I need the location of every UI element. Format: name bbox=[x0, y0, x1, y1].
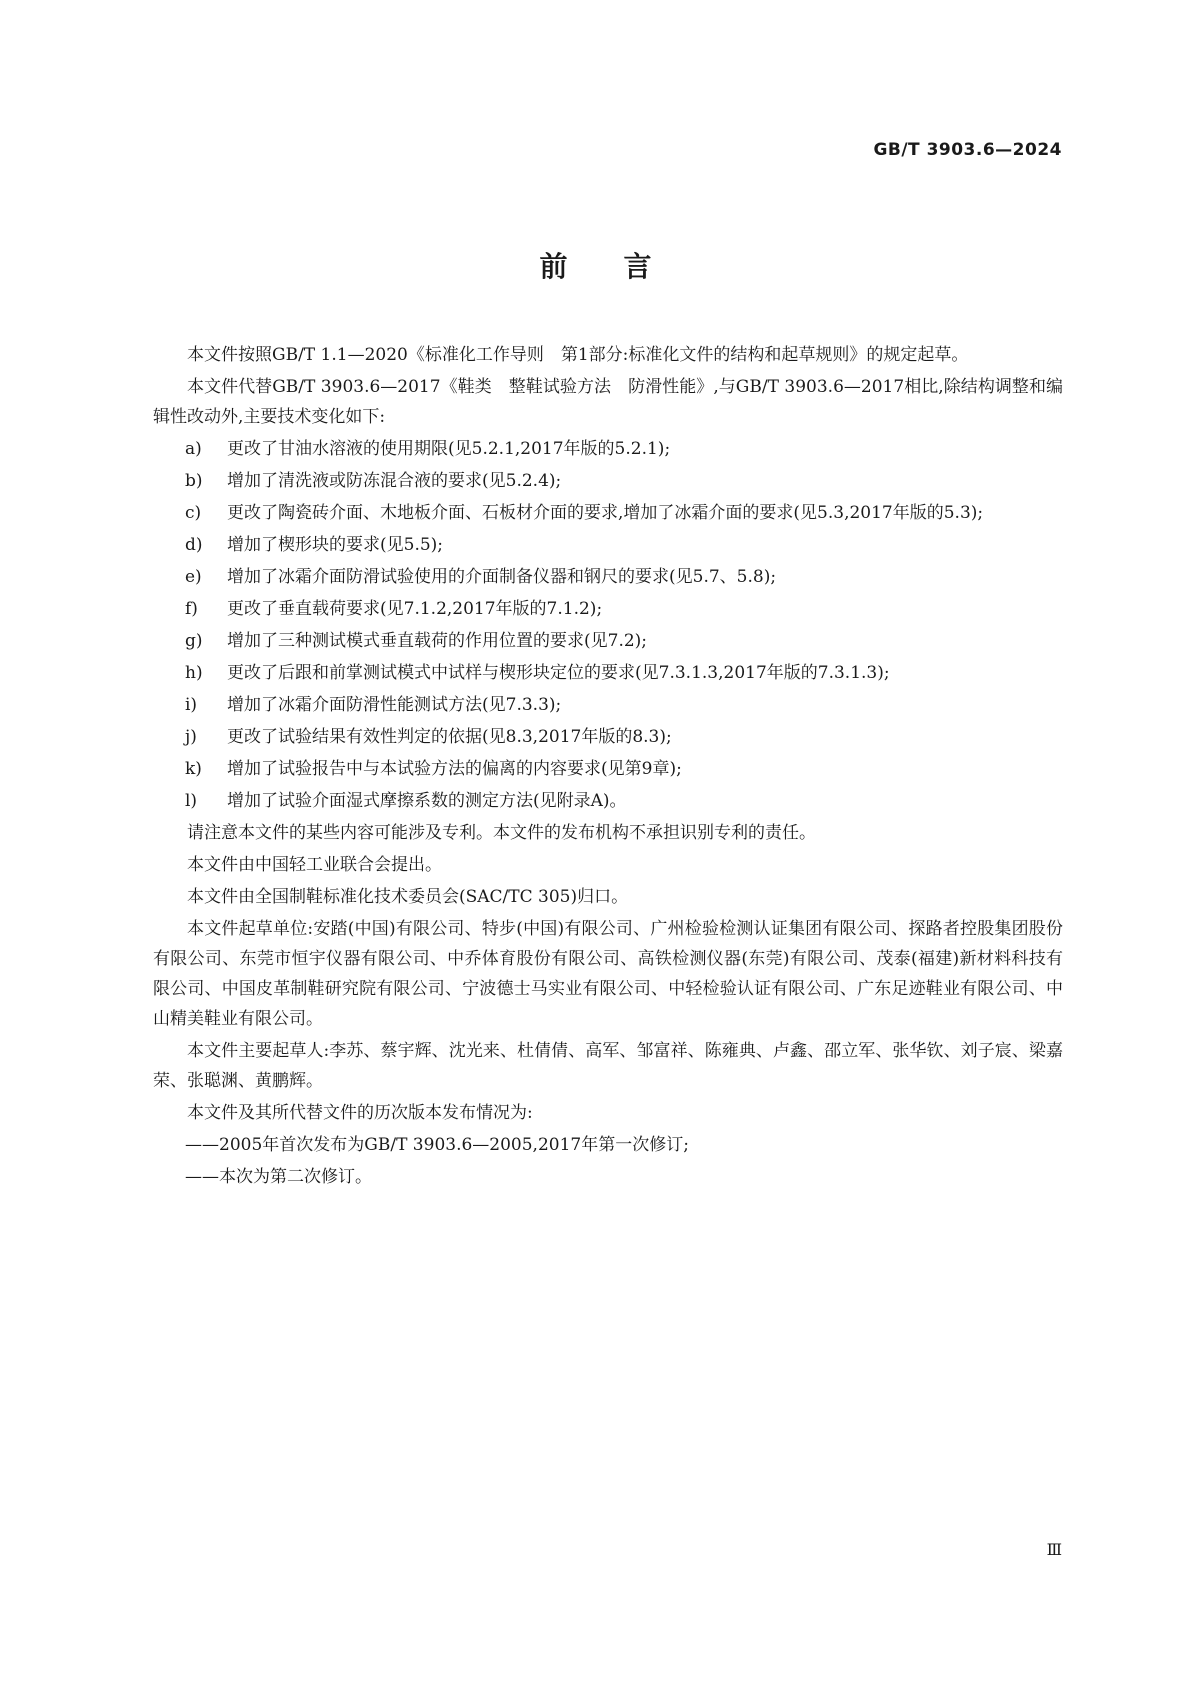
paragraph-drafting-rules: 本文件按照GB/T 1.1—2020《标准化工作导则 第1部分:标准化文件的结构和起草规则》的规定起草。 bbox=[187, 345, 969, 365]
standard-code: GB/T 3903.6—2024 bbox=[873, 140, 1062, 160]
list-item: j) 更改了试验结果有效性判定的依据(见8.3,2017年版的8.3); bbox=[185, 727, 672, 747]
paragraph-committee: 本文件由全国制鞋标准化技术委员会(SAC/TC 305)归口。 bbox=[187, 887, 629, 907]
paragraph-drafters: 本文件主要起草人:李苏、蔡宇辉、沈光来、杜倩倩、高军、邹富祥、陈雍典、卢鑫、邵立军、张华钦、刘子宸、梁嘉荣、张聪渊、黄鹏辉。 bbox=[153, 1041, 1063, 1091]
history-item: ——本次为第二次修订。 bbox=[185, 1167, 372, 1187]
foreword-body bbox=[153, 340, 1063, 1194]
list-item: d) 增加了楔形块的要求(见5.5); bbox=[185, 535, 444, 555]
list-item: l) 增加了试验介面湿式摩擦系数的测定方法(见附录A)。 bbox=[185, 791, 627, 811]
list-item: i) 增加了冰霜介面防滑性能测试方法(见7.3.3); bbox=[185, 695, 562, 715]
paragraph-proposer: 本文件由中国轻工业联合会提出。 bbox=[187, 855, 442, 875]
list-item: c) 更改了陶瓷砖介面、木地板介面、石板材介面的要求,增加了冰霜介面的要求(见5.3,2017年版的5.3); bbox=[185, 503, 984, 523]
paragraph-drafting-units: 本文件起草单位:安踏(中国)有限公司、特步(中国)有限公司、广州检验检测认证集团有限公司、探路者控股集团股份有限公司、东莞市恒宇仪器有限公司、中乔体育股份有限公司、高铁检测仪器(东莞)有限公司、茂泰(福建)新材料科技有限公司、中国皮革制鞋研究院有限公司、宁波德士马实业有限公司、中轻检验认证有限公司、广东足迹鞋业有限公司、中山精美鞋业有限公司。 bbox=[153, 919, 1063, 1029]
changes-list bbox=[153, 434, 1063, 816]
list-item: h) 更改了后跟和前掌测试模式中试样与楔形块定位的要求(见7.3.1.3,2017年版的7.3.1.3); bbox=[185, 663, 890, 683]
list-item: g) 增加了三种测试模式垂直载荷的作用位置的要求(见7.2); bbox=[185, 631, 648, 651]
paragraph-history-intro: 本文件及其所代替文件的历次版本发布情况为: bbox=[187, 1103, 533, 1123]
page-number: Ⅲ bbox=[1046, 1540, 1062, 1559]
paragraph-replacement: 本文件代替GB/T 3903.6—2017《鞋类 整鞋试验方法 防滑性能》,与GB/T 3903.6—2017相比,除结构调整和编辑性改动外,主要技术变化如下: bbox=[153, 377, 1063, 427]
history-item: ——2005年首次发布为GB/T 3903.6—2005,2017年第一次修订; bbox=[185, 1135, 689, 1155]
list-item: k) 增加了试验报告中与本试验方法的偏离的内容要求(见第9章); bbox=[185, 759, 682, 779]
page-title: 前言 bbox=[539, 250, 708, 283]
list-item: f) 更改了垂直载荷要求(见7.1.2,2017年版的7.1.2); bbox=[185, 599, 603, 619]
list-item: e) 增加了冰霜介面防滑试验使用的介面制备仪器和钢尺的要求(见5.7、5.8); bbox=[185, 567, 777, 587]
paragraph-patent-notice: 请注意本文件的某些内容可能涉及专利。本文件的发布机构不承担识别专利的责任。 bbox=[187, 823, 816, 843]
list-item: a) 更改了甘油水溶液的使用期限(见5.2.1,2017年版的5.2.1); bbox=[185, 439, 671, 459]
list-item: b) 增加了清洗液或防冻混合液的要求(见5.2.4); bbox=[185, 471, 562, 491]
